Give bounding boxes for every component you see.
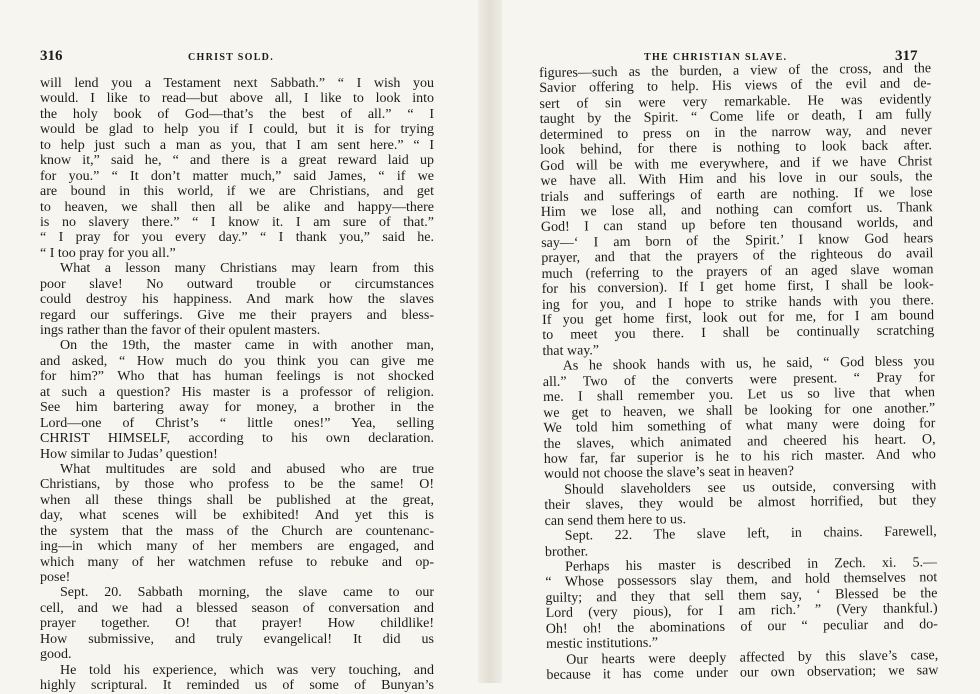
text-line: we get to heaven, we shall be looking for one another.”: [543, 400, 936, 421]
text-line: On the 19th, the master came in with another man,: [60, 338, 434, 354]
text-line: the holy book of God—that’s the best of all.” “ I: [40, 106, 434, 122]
text-line: God! I can stand up before ten thousand worlds, and: [540, 215, 934, 236]
text-line: ings rather than the favor of their opulent masters.: [40, 323, 321, 338]
text-line: pose!: [40, 570, 71, 585]
left-page-text: [40, 76, 434, 694]
text-line: “ Whose possessors slay them, and hold themselves not: [545, 570, 938, 591]
text-line: can send them here to us.: [544, 511, 687, 529]
text-line: how far, far superior is he to his rich master. And who: [543, 447, 936, 467]
text-line: prayer together. O! that prayer! How childlike!: [40, 616, 434, 632]
text-line: much (referring to the prayers of an aged slave woman: [541, 261, 934, 282]
running-head: THE CHRISTIAN SLAVE.: [644, 52, 788, 63]
text-line: Lord—one of Christ’s “ little ones!” Yea, selling: [40, 415, 434, 431]
text-line: trials and sufferings of earth are nothing. If we lose: [540, 184, 933, 205]
text-line: say—‘ I am born of the Spirit.’ I know God hears: [541, 231, 934, 251]
text-line: Sept. 20. Sabbath morning, the slave came to our: [60, 585, 434, 601]
text-line: cell, and we had a blessed season of conversation and: [40, 600, 434, 616]
text-line: If you get home first, look out for me, for I am bound: [542, 308, 935, 328]
text-line: good.: [40, 647, 72, 663]
text-line: to heaven, we shall then all be alike and happy—there: [40, 199, 434, 215]
text-line: day, what scenes will be exhibited! And yet this is: [40, 508, 434, 524]
text-line: prayer, and that the prayers of the righteous do avail: [541, 246, 934, 267]
text-line: poor slave! No outward trouble or circumstances: [40, 276, 434, 292]
text-line: Perhaps his master is described in Zech. xi. 5.—: [565, 555, 938, 575]
text-line: which many of her watchmen refuse to rebuke and op-: [40, 554, 434, 570]
text-line: when all these things shall be published at the great,: [40, 492, 434, 508]
text-line: at such a question? His master is a professor of religion.: [40, 384, 434, 400]
text-line: How similar to Judas’ question!: [40, 446, 218, 462]
text-line: would. I like to read—but above all, I like to look into: [40, 91, 434, 107]
text-line: regard our sufferings. Give me their prayers and bless-: [40, 307, 434, 323]
text-line: would not choose the slave’s seat in heaven?: [543, 464, 795, 483]
text-line: is no slavery there.” “ I know it. I am sure of that.”: [40, 214, 434, 230]
page-number: 316: [40, 48, 63, 64]
right-page: [502, 0, 980, 683]
text-line: We told him something of what many were doing for: [543, 416, 936, 437]
text-line: ing for you, and I hope to strike hands with you there.: [541, 292, 934, 313]
text-line: Oh! oh! the abominations of our “ peculiar and do-: [545, 616, 938, 637]
text-line: See him bartering away for money, a brother in the: [40, 400, 434, 416]
text-line: determined to press on in the narrow way, and never: [539, 122, 932, 143]
text-line: me. I shall remember you. Let us so live that when: [542, 385, 936, 406]
text-line: could destroy his happiness. And mark how the slaves: [40, 292, 434, 308]
text-line: for him?” Who that has human feelings is not shocked: [40, 369, 434, 385]
text-line: “ I too pray for you all.”: [40, 245, 176, 261]
text-line: highly scriptural. It reminded us of some of Bunyan’s: [40, 678, 434, 694]
text-line: for you.” “ It don’t matter much,” said James, “ if we: [40, 168, 434, 184]
running-head: CHRIST SOLD.: [188, 52, 274, 63]
text-line: ing—in which many of her members are engaged, and: [40, 539, 434, 555]
book-gutter: [478, 0, 502, 683]
text-line: How submissive, and truly evangelical! It did us: [40, 631, 434, 647]
text-line: that way.”: [542, 343, 600, 359]
left-page-header: [0, 48, 478, 68]
text-line: and asked, “ How much do you think you can give me: [40, 353, 434, 369]
text-line: As he shook hands with us, he said, “ God bless you: [562, 354, 935, 375]
text-line: the system that the mass of the Church are countenanc-: [40, 523, 434, 539]
text-line: to meet you there. I shall be continually scratching: [542, 323, 935, 344]
right-page-text: [539, 61, 939, 683]
text-line: guilty; and they that sell them say, ‘ Blessed be the: [545, 586, 938, 606]
text-line: the slaves, which animated and cheered his heart. O,: [543, 431, 936, 452]
text-line: because it has come under our own observation; we saw: [546, 663, 939, 684]
text-line: He told his experience, which was very touching, and: [60, 662, 434, 678]
text-line: for his conversion). If I get home first, I shall be look-: [541, 277, 934, 298]
text-line: to help just such a man as you, that I am sent here.” “ I: [40, 137, 434, 153]
text-line: will lend you a Testament next Sabbath.” “ I wish you: [40, 76, 434, 91]
text-line: Savior offering to help. His views of the evil and de-: [539, 76, 932, 97]
text-line: their slaves, they would be almost horrified, but they: [544, 493, 937, 514]
text-line: “ I pray for you every day.” “ I thank you,” said he.: [40, 230, 434, 246]
text-line: look behind, for there is nothing to look back after.: [539, 138, 933, 159]
text-line: all.” Two of the converts were present. “ Pray for: [542, 369, 935, 390]
text-line: brother.: [544, 543, 589, 560]
text-line: Sept. 22. The slave left, in chains. Farewell,: [564, 524, 937, 544]
text-line: Christians, by those who profess to be the same! O!: [40, 477, 434, 493]
text-line: taught by the Spirit. “ Come life or death, I am fully: [539, 107, 932, 128]
text-line: figures—such as the burden, a view of the cross, and the: [539, 61, 932, 81]
text-line: What a lesson many Christians may learn from this: [60, 261, 434, 277]
text-line: are bound in this world, if we are Christians, and get: [40, 184, 434, 200]
text-line: Our hearts were deeply affected by this slave’s case,: [566, 647, 939, 668]
text-line: God will be with me everywhere, and if we have Christ: [540, 153, 933, 174]
text-line: we have all. With Him and his love in our souls, the: [540, 169, 933, 190]
text-line: sert of sin were very remarkable. He was evidently: [539, 92, 932, 112]
text-line: Should slaveholders see us outside, conversing with: [564, 477, 937, 498]
page-number: 317: [895, 48, 918, 64]
text-line: CHRIST HIMSELF, according to his own declaration.: [40, 431, 434, 447]
text-line: Lord (very pious), for I am rich.’ ” (Very thankful.): [545, 601, 938, 622]
text-line: know it,” said he, “ and there is a great reward laid up: [40, 153, 434, 169]
text-line: mestic institutions.”: [545, 635, 659, 653]
text-line: What multitudes are sold and abused who are true: [60, 461, 434, 477]
text-line: Him we lose all, and nothing can comfort us. Thank: [540, 200, 933, 220]
left-page: [0, 0, 478, 694]
text-line: would be glad to help you if I could, but it is for trying: [40, 122, 434, 138]
